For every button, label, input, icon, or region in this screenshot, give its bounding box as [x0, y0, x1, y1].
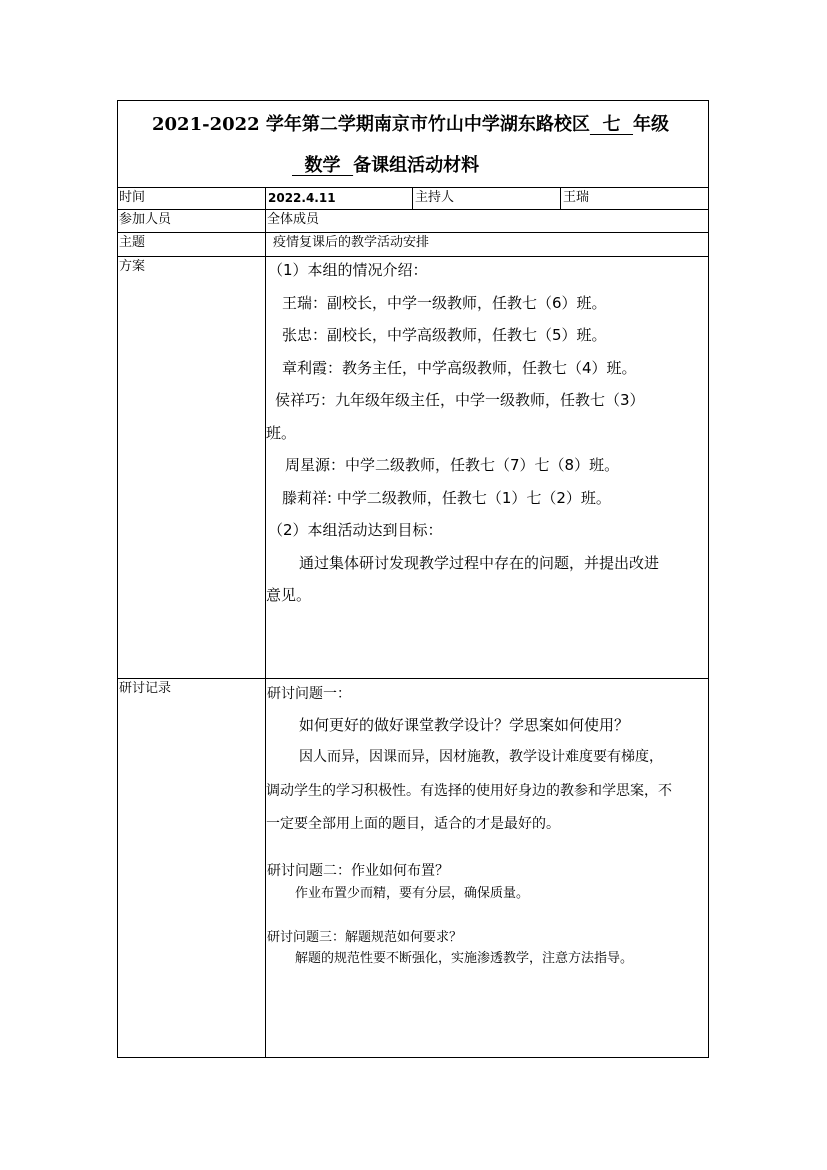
subject-value: 数学	[292, 155, 354, 176]
q3-answer: 解题的规范性要不断强化，实施渗透教学，注意方法指导。	[295, 951, 634, 966]
document-title-line1	[152, 116, 669, 134]
plan-label: 方案	[119, 259, 146, 274]
plan-line: （1）本组的情况介绍：	[268, 261, 428, 279]
q1-answer-line: 因人而异，因课而异，因材施教，教学设计难度要有梯度，	[299, 749, 663, 765]
title-suffix-2: 备课组活动材料	[353, 155, 480, 176]
grade-value: 七	[589, 114, 634, 135]
q2-answer: 作业布置少而精，要有分层，确保质量。	[295, 886, 530, 901]
title-suffix: 年级	[633, 114, 670, 135]
q1-question: 如何更好的做好课堂教学设计？学思案如何使用？	[299, 716, 630, 734]
q2-title: 研讨问题二：作业如何布置？	[267, 863, 449, 879]
plan-line: 班。	[266, 424, 297, 442]
plan-line: 章利霞：教务主任，中学高级教师，任教七（4）班。	[282, 359, 637, 377]
plan-line: 通过集体研讨发现教学过程中存在的问题，并提出改进	[299, 554, 660, 572]
document-title-line2	[292, 157, 479, 175]
row-divider	[117, 209, 709, 210]
row-divider	[117, 256, 709, 257]
topic-label: 主题	[119, 235, 146, 250]
plan-line: 滕莉祥: 中学二级教师，任教七（1）七（2）班。	[282, 489, 611, 507]
q3-title: 研讨问题三：解题规范如何要求？	[267, 930, 463, 945]
record-label: 研讨记录	[119, 681, 172, 696]
host-label: 主持人	[415, 190, 455, 205]
plan-line: 周星源：中学二级教师，任教七（7）七（8）班。	[285, 456, 620, 474]
column-divider	[265, 187, 266, 1058]
plan-line: 意见。	[266, 586, 312, 604]
plan-line: 王瑞：副校长，中学一级教师，任教七（6）班。	[282, 294, 607, 312]
q1-answer-line: 调动学生的学习积极性。有选择的使用好身边的教参和学思案，不	[266, 783, 672, 799]
plan-line: （2）本组活动达到目标：	[268, 521, 443, 539]
plan-line: 张忠：副校长，中学高级教师，任教七（5）班。	[282, 326, 607, 344]
plan-line: 侯祥巧：九年级年级主任，中学一级教师，任教七（3）	[275, 391, 645, 409]
participants-value: 全体成员	[267, 212, 320, 227]
topic-value: 疫情复课后的教学活动安排	[273, 235, 430, 250]
column-divider	[412, 187, 413, 209]
column-divider	[560, 187, 561, 209]
q1-title: 研讨问题一：	[267, 686, 351, 702]
time-label: 时间	[119, 190, 146, 205]
row-divider	[117, 187, 709, 188]
host-value: 王瑞	[563, 190, 590, 205]
row-divider	[117, 232, 709, 233]
title-prefix: 2021-2022 学年第二学期南京市竹山中学湖东路校区	[152, 114, 590, 135]
q1-answer-line: 一定要全部用上面的题目，适合的才是最好的。	[266, 816, 560, 832]
time-value: 2022.4.11	[268, 191, 336, 205]
participants-label: 参加人员	[119, 212, 172, 227]
row-divider	[117, 678, 709, 679]
